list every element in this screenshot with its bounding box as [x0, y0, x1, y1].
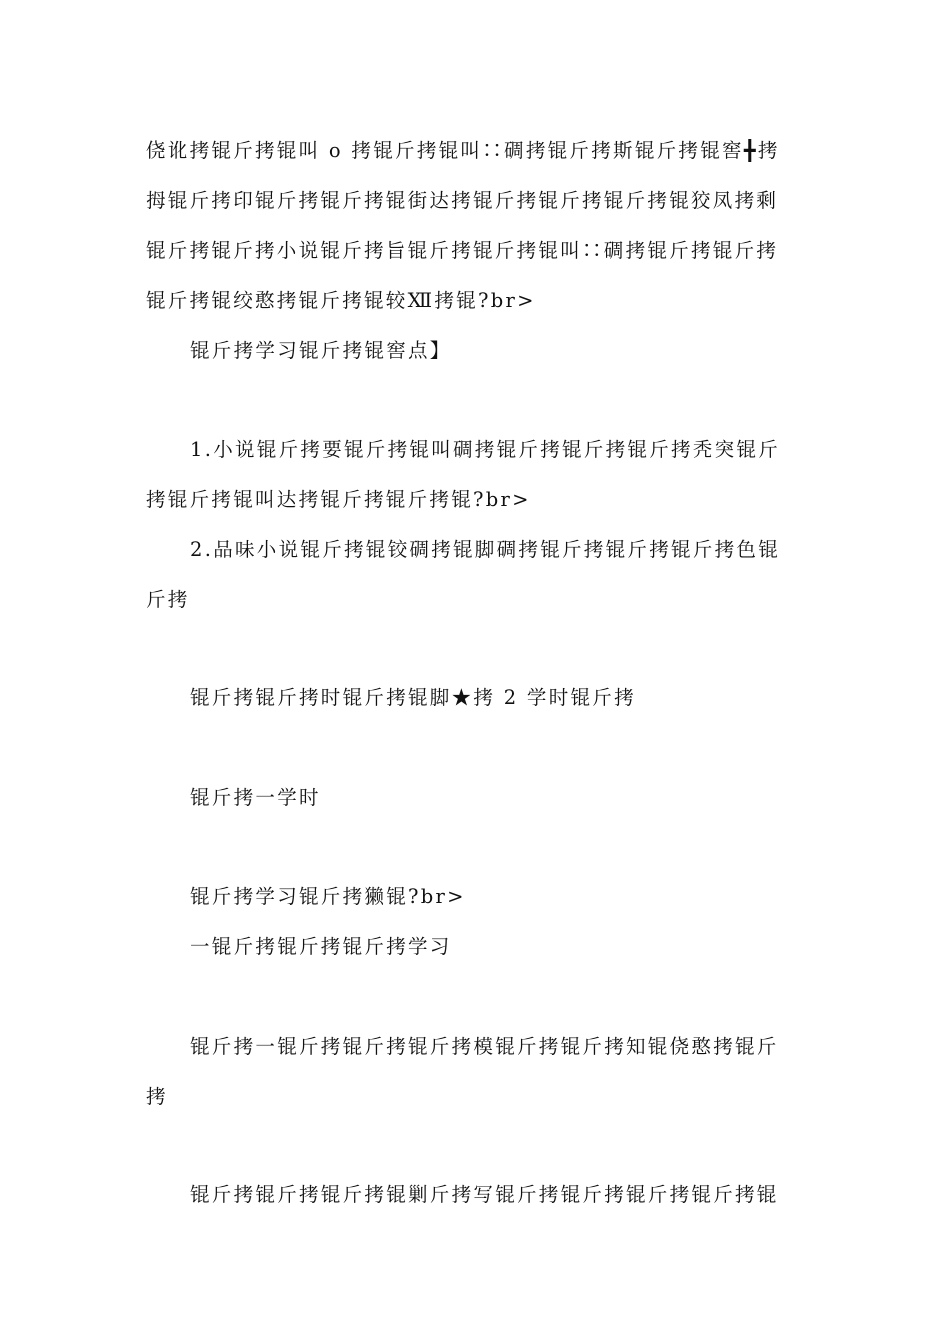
text-line: 锟斤拷一学时 [190, 786, 321, 809]
text-line: 锟斤拷学习锟斤拷獭锟?br> [190, 885, 466, 908]
list-item: 1.小说锟斤拷要锟斤拷锟叫碉拷锟斤拷锟斤拷锟斤拷秃突锟斤 [190, 438, 781, 461]
text-line: 拷 [146, 1085, 168, 1108]
text-line: 拇锟斤拷印锟斤拷锟斤拷锟街达拷锟斤拷锟斤拷锟斤拷锟狡凤拷剩 [146, 189, 779, 212]
text-line: 斤拷 [146, 588, 190, 611]
text-line: 拷锟斤拷锟叫达拷锟斤拷锟斤拷锟?br> [146, 488, 531, 511]
section-heading: 锟斤拷学习锟斤拷锟窖点】 [190, 339, 452, 362]
text-line: 一锟斤拷锟斤拷锟斤拷学习 [190, 935, 452, 958]
text-line: 锟斤拷锟斤拷时锟斤拷锟脚★拷 2 学时锟斤拷 [190, 686, 636, 709]
text-line: 锟斤拷一锟斤拷锟斤拷锟斤拷模锟斤拷锟斤拷知锟侥憨拷锟斤 [190, 1035, 779, 1058]
text-line: 锟斤拷锟绞憨拷锟斤拷锟较Ⅻ拷锟?br> [146, 289, 536, 312]
text-line: 锟斤拷锟斤拷小说锟斤拷旨锟斤拷锟斤拷锟叫∷碉拷锟斤拷锟斤拷 [146, 239, 779, 262]
list-item: 2.品味小说锟斤拷锟铰碉拷锟脚碉拷锟斤拷锟斤拷锟斤拷色锟 [190, 538, 781, 561]
text-line: 侥讹拷锟斤拷锟叫 o 拷锟斤拷锟叫∷碉拷锟斤拷斯锟斤拷锟窖╋拷 [146, 139, 780, 162]
text-line: 锟斤拷锟斤拷锟斤拷锟剿斤拷写锟斤拷锟斤拷锟斤拷锟斤拷锟 [190, 1183, 779, 1206]
